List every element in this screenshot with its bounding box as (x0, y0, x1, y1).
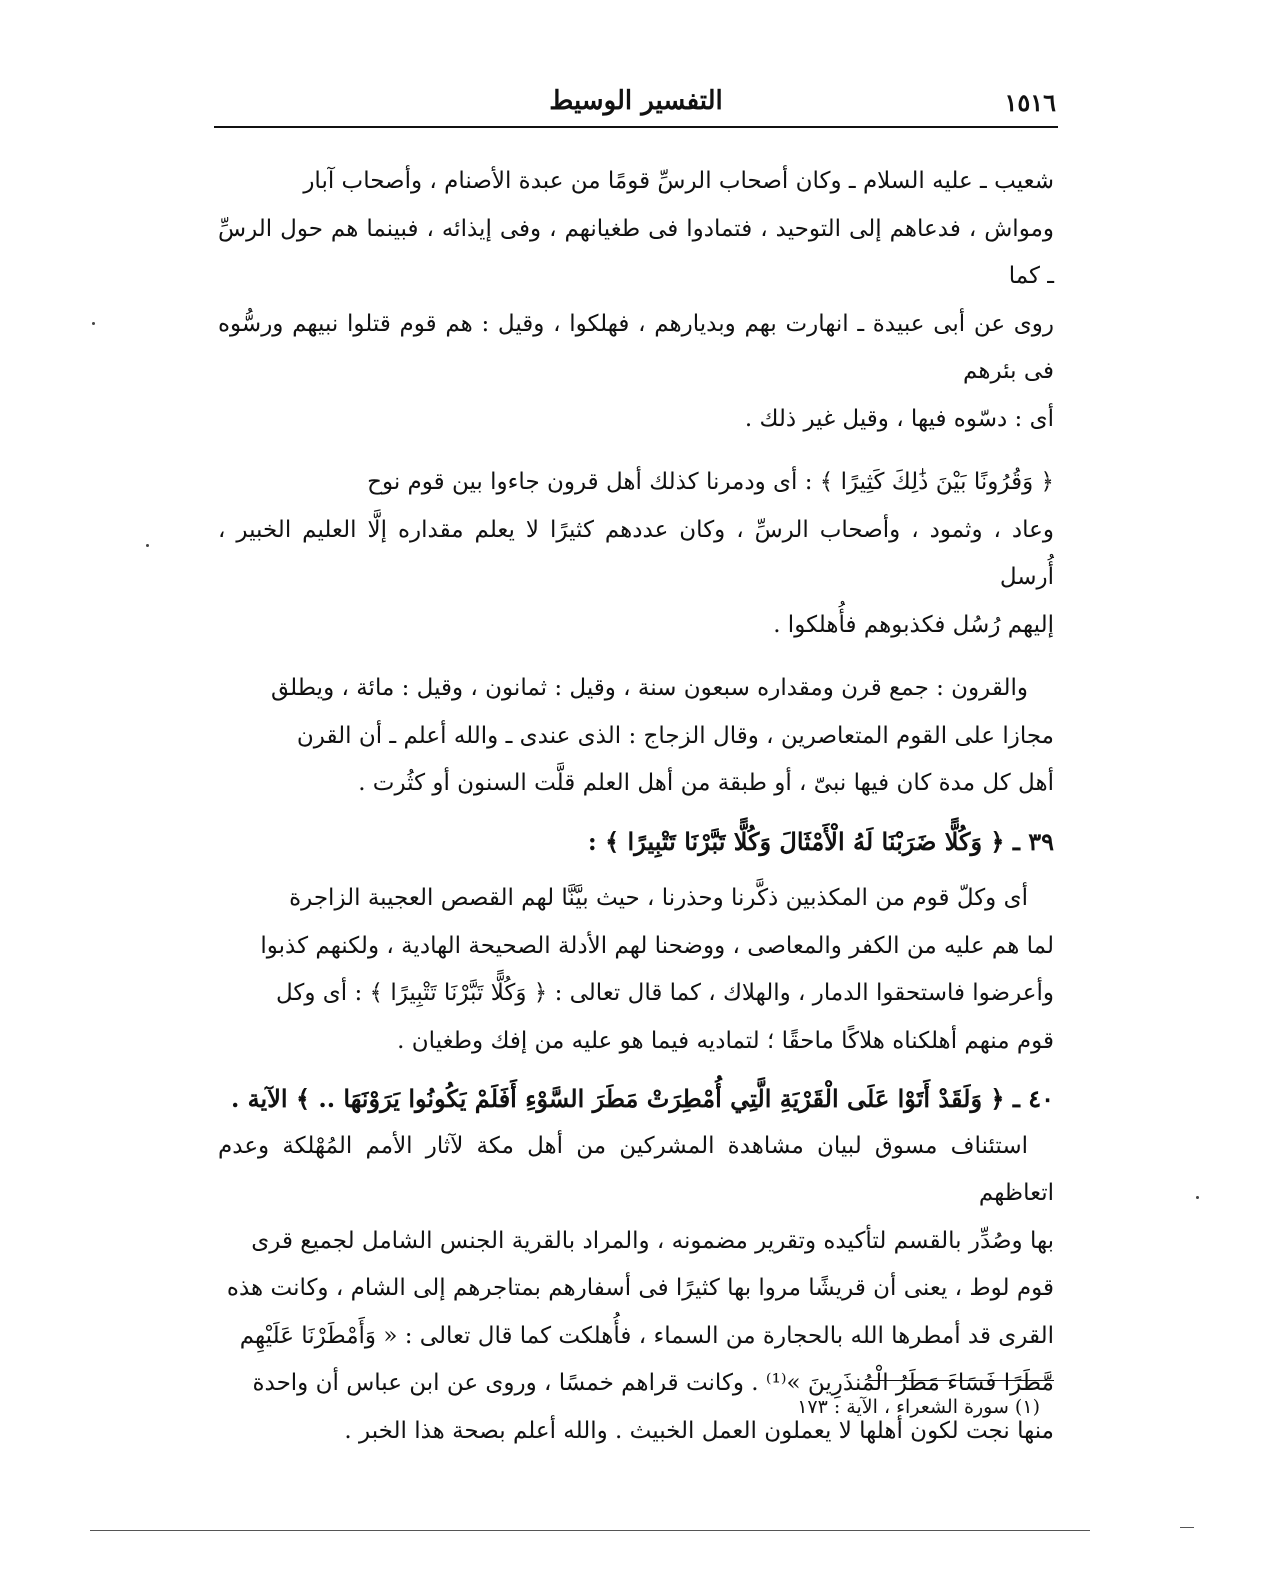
text-line: القرى قد أمطرها الله بالحجارة من السماء ، فأُهلكت كما قال تعالى : « وَأَمْطَرْنَا عَلَيْهِم (239, 1322, 1054, 1349)
text-line: لما هم عليه من الكفر والمعاصى ، ووضحنا لهم الأدلة الصحيحة الهادية ، ولكنهم كذبوا (260, 932, 1054, 959)
paragraph-gap (218, 865, 1054, 875)
text-line: مجازا على القوم المتعاصرين ، وقال الزجاج : الذى عندى ـ والله أعلم ـ أن القرن (296, 722, 1054, 749)
verse-40-heading: ٤٠ ـ ﴿ وَلَقَدْ أَتَوْا عَلَى الْقَرْيَةِ الَّتِي أُمْطِرَتْ مَطَرَ السَّوْءِ أَفَلَمْ يَكُونُوا يَرَوْنَهَا .. ﴾ الآية . (230, 1084, 1054, 1113)
footnote: (١) سورة الشعراء ، الآية : ١٧٣ (797, 1396, 1040, 1418)
text-line: قوم لوط ، يعنى أن قريشًا مروا بها كثيرًا فى أسفارهم بمتاجرهم إلى الشام ، وكانت هذه (226, 1275, 1054, 1301)
text-line: روى عن أبى عبيدة ـ انهارت بهم وبديارهم ، فهلكوا ، وقيل : هم قوم قتلوا نبيهم ورسُّوه فى بئرهم (218, 310, 1054, 384)
scan-speck (1196, 1196, 1199, 1199)
body-text (218, 158, 1054, 1455)
text-line: إليهم رُسُل فكذبوهم فأُهلكوا . (773, 611, 1054, 638)
paragraph-rass (218, 158, 1054, 443)
paragraph-qurun-definition (218, 665, 1054, 808)
footnote-rule (868, 1380, 1054, 1381)
scan-edge-mark (1180, 1527, 1194, 1528)
paragraph-gap (218, 649, 1054, 665)
header-rule (214, 126, 1058, 128)
paragraph-gap (218, 808, 1054, 818)
text-line: ﴿ وَقُرُونًا بَيْنَ ذَٰلِكَ كَثِيرًا ﴾ : أى ودمرنا كذلك أهل قرون جاءوا بين قوم نوح (367, 469, 1054, 495)
text-line: شعيب ـ عليه السلام ـ وكان أصحاب الرسِّ قومًا من عبدة الأصنام ، وأصحاب آبار (303, 168, 1054, 194)
text-line: منها نجت لكون أهلها لا يعملون العمل الخبيث . والله أعلم بصحة هذا الخبر . (344, 1417, 1054, 1444)
scan-speck (146, 544, 149, 547)
scan-edge-line (90, 1530, 1090, 1531)
paragraph-gap (218, 443, 1054, 459)
verse-39-commentary (218, 875, 1054, 1065)
paragraph-gap (218, 1065, 1054, 1075)
text-line: أى : دسّوه فيها ، وقيل غير ذلك . (744, 405, 1054, 432)
text-line: أهل كل مدة كان فيها نبىّ ، أو طبقة من أهل العلم قلَّت السنون أو كثُرت . (358, 770, 1054, 796)
text-line: والقرون : جمع قرن ومقداره سبعون سنة ، وقيل : ثمانون ، وقيل : مائة ، ويطلق (271, 675, 1028, 701)
text-line: أى وكلّ قوم من المكذبين ذكَّرنا وحذرنا ، حيث بيَّنَّا لهم القصص العجيبة الزاجرة (289, 885, 1028, 911)
text-line: ومواش ، فدعاهم إلى التوحيد ، فتمادوا فى طغيانهم ، وفى إيذائه ، فبينما هم حول الرسِّ ـ كما (218, 215, 1054, 289)
scan-speck (92, 322, 95, 325)
text-line: مَّطَرًا فَسَاءَ مَطَرُ الْمُنذَرِينَ »⁽¹⁾ . وكانت قراهم خمسًا ، وروى عن ابن عباس أن واحدة (252, 1370, 1054, 1396)
verse-39-heading: ٣٩ ـ ﴿ وَكُلًّا ضَرَبْنَا لَهُ الْأَمْثَالَ وَكُلًّا تَبَّرْنَا تَتْبِيرًا ﴾ : (587, 826, 1054, 856)
text-line: بها وصُدِّر بالقسم لتأكيده وتقرير مضمونه ، والمراد بالقرية الجنس الشامل لجميع قرى (251, 1227, 1054, 1254)
text-line: وأعرضوا فاستحقوا الدمار ، والهلاك ، كما قال تعالى : ﴿ وَكُلًّا تَبَّرْنَا تَتْبِيرًا ﴾ : أى وكل (275, 980, 1054, 1006)
text-line: استئناف مسوق لبيان مشاهدة المشركين من أهل مكة لآثار الأمم المُهْلكة وعدم اتعاظهم (218, 1132, 1054, 1206)
page-number: ١٥١٦ (1004, 88, 1056, 117)
text-line: قوم منهم أهلكناه هلاكًا ماحقًا ؛ لتماديه فيما هو عليه من إفك وطغيان . (397, 1027, 1054, 1054)
text-line: وعاد ، وثمود ، وأصحاب الرسِّ ، وكان عددهم كثيرًا لا يعلم مقداره إلَّا العليم الخبير ، أُرسل (218, 516, 1054, 590)
running-title: التفسير الوسيط (549, 86, 723, 116)
paragraph-qurun-verse (218, 459, 1054, 649)
page-header (216, 82, 1056, 126)
